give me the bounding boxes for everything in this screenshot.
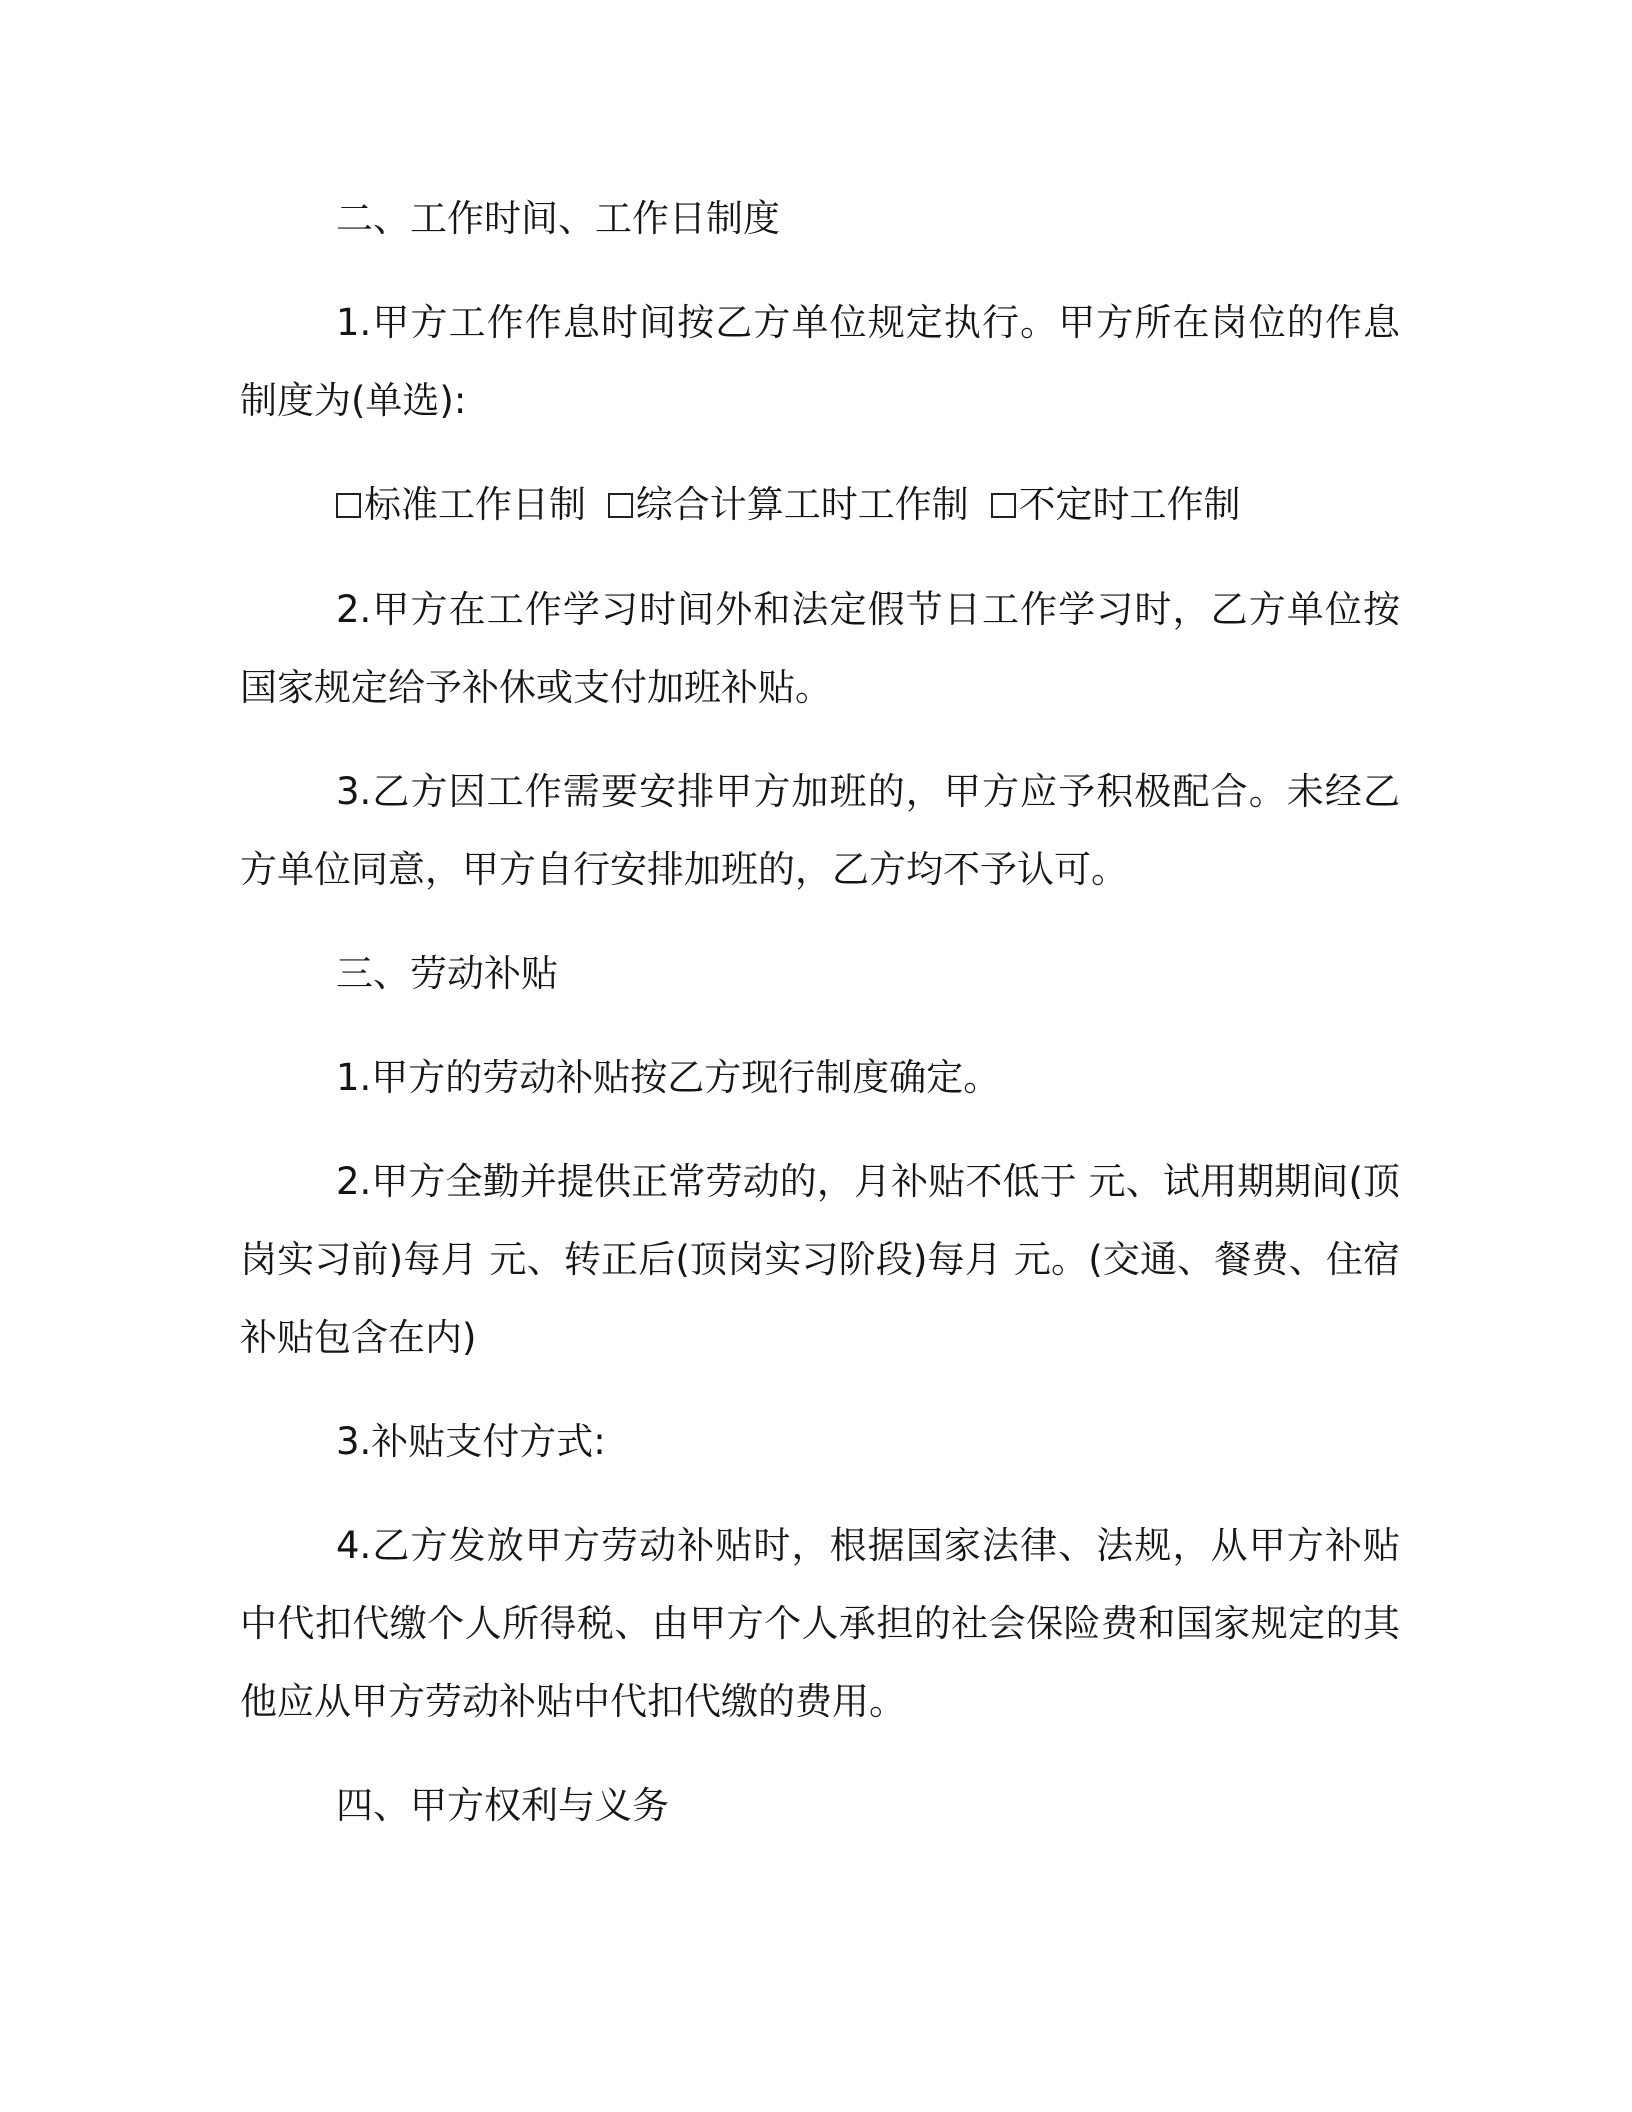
option-comprehensive-label: 综合计算工时工作制 (635, 483, 969, 526)
option-flexible[interactable] (991, 466, 1241, 544)
option-comprehensive[interactable] (608, 466, 969, 544)
clause-3-4: 4.乙方发放甲方劳动补贴时，根据国家法律、法规，从甲方补贴中代扣代缴个人所得税、由甲方个人承担的社会保险费和国家规定的其他应从甲方劳动补贴中代扣代缴的费用。 (240, 1523, 1400, 1723)
checkbox-standard[interactable] (336, 493, 361, 518)
clause-3-3: 3.补贴支付方式: (336, 1419, 606, 1463)
section-heading-work-time: 二、工作时间、工作日制度 (336, 197, 780, 240)
clause-3-2: 2.甲方全勤并提供正常劳动的，月补贴不低于 元、试用期期间(顶岗实习前)每月 元、转正后(顶岗实习阶段)每月 元。(交通、餐费、住宿补贴包含在内) (240, 1159, 1400, 1359)
section-heading-rights: 四、甲方权利与义务 (336, 1783, 669, 1827)
option-standard[interactable] (336, 466, 586, 544)
clause-2-1: 1.甲方工作作息时间按乙方单位规定执行。甲方所在岗位的作息制度为(单选): (240, 301, 1400, 422)
checkbox-flexible[interactable] (991, 493, 1016, 518)
clause-2-3: 3.乙方因工作需要安排甲方加班的，甲方应予积极配合。未经乙方单位同意，甲方自行安排加班的，乙方均不予认可。 (240, 769, 1400, 891)
option-standard-label: 标准工作日制 (364, 483, 586, 526)
section-heading-subsidy: 三、劳动补贴 (336, 951, 558, 995)
checkbox-comprehensive[interactable] (608, 493, 633, 518)
option-flexible-label: 不定时工作制 (1018, 483, 1241, 526)
document-body (240, 180, 1400, 1871)
clause-2-2: 2.甲方在工作学习时间外和法定假节日工作学习时，乙方单位按国家规定给予补休或支付加班补贴。 (240, 587, 1400, 709)
work-schedule-options (240, 466, 1400, 545)
clause-3-1: 1.甲方的劳动补贴按乙方现行制度确定。 (336, 1055, 1001, 1099)
